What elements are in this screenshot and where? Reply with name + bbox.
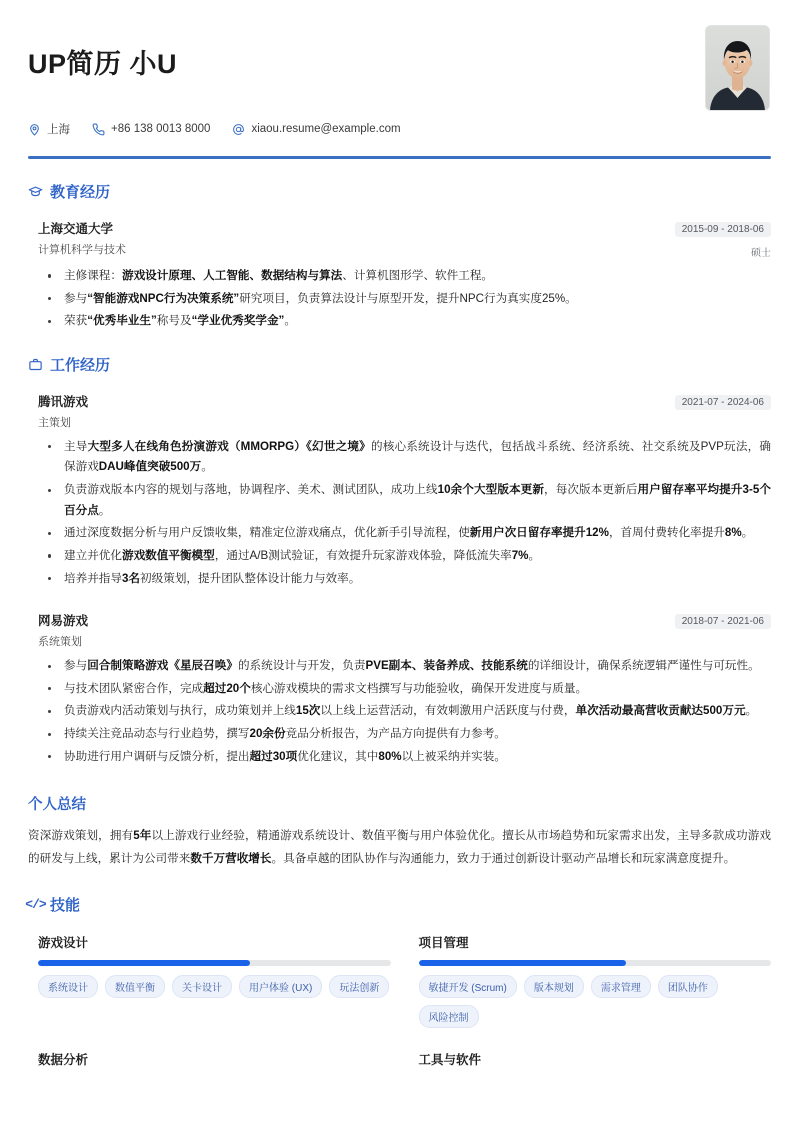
skill-item	[419, 1050, 772, 1068]
bullet-item: 参与回合制策略游戏《星辰召唤》的系统设计与开发，负责PVE副本、装备养成、技能系统的详细设计，确保系统逻辑严谨性与可玩性。	[38, 656, 771, 677]
bullet-item: 持续关注竞品动态与行业趋势，撰写20余份竞品分析报告，为产品方向提供有力参考。	[38, 724, 771, 745]
section-title-work-label: 工作经历	[50, 356, 111, 374]
skill-name: 项目管理	[418, 936, 469, 951]
bullet-item: 荣获“优秀毕业生”称号及“学业优秀奖学金”。	[38, 311, 771, 332]
section-title-education	[28, 181, 771, 202]
skill-tag: 关卡设计	[172, 975, 232, 998]
skill-tag: 版本规划	[524, 975, 584, 998]
entry-meta	[663, 219, 771, 259]
bullet-item: 建立并优化游戏数值平衡模型，通过A/B测试验证，有效提升玩家游戏体验，降低流失率7%。	[38, 546, 771, 567]
entry-head	[38, 611, 771, 649]
avatar	[706, 26, 769, 110]
location-pin-icon	[28, 123, 41, 136]
bullet-item: 主修课程：游戏设计原理、人工智能、数据结构与算法、计算机图形学、软件工程。	[38, 266, 771, 287]
contact-row	[28, 121, 706, 137]
education-bullets	[38, 266, 771, 332]
skill-tag: 敏捷开发 (Scrum)	[419, 975, 517, 998]
entry-org-block	[38, 392, 88, 430]
skill-tags	[38, 975, 391, 998]
section-skills	[25, 894, 771, 1068]
contact-email-text: xiaou.resume@example.com	[251, 123, 401, 136]
work-org: 网易游戏	[38, 614, 89, 629]
header-left	[28, 26, 706, 137]
skill-name: 数据分析	[38, 1053, 89, 1068]
work-role: 主策划	[38, 416, 71, 429]
skill-progress-fill	[38, 960, 250, 966]
contact-phone-text: +86 138 0013 8000	[111, 123, 211, 136]
bullet-item: 参与“智能游戏NPC行为决策系统”研究项目，负责算法设计与原型开发，提升NPC行为真实度25%。	[38, 289, 771, 310]
section-title-skills-label: 技能	[50, 897, 81, 915]
skill-tag: 需求管理	[591, 975, 651, 998]
section-title-skills	[25, 894, 771, 915]
entry-head	[38, 392, 771, 430]
work-entry	[28, 392, 771, 589]
contact-phone	[92, 123, 210, 136]
work-date-badge: 2018-07 - 2021-06	[675, 614, 771, 629]
work-role: 系统策划	[38, 636, 82, 649]
bullet-item: 通过深度数据分析与用户反馈收集，精准定位游戏痛点，优化新手引导流程，使新用户次日留存率提升12%，首周付费转化率提升8%。	[38, 523, 771, 544]
skill-tag: 玩法创新	[329, 975, 389, 998]
section-work	[28, 354, 771, 768]
section-education	[28, 181, 771, 332]
bullet-item: 负责游戏版本内容的规划与落地，协调程序、美术、测试团队，成功上线10余个大型版本更新，每次版本更新后用户留存率平均提升3-5个百分点。	[38, 480, 771, 521]
section-title-summary: 个人总结	[28, 797, 86, 814]
skill-tag: 数值平衡	[105, 975, 165, 998]
code-brackets-icon: </>	[25, 897, 46, 913]
bullet-item: 主导大型多人在线角色扮演游戏（MMORPG）《幻世之境》的核心系统设计与迭代，包括战斗系统、经济系统、社交系统及PVP玩法，确保游戏DAU峰值突破500万。	[38, 437, 771, 478]
work-entry	[28, 611, 771, 767]
phone-icon	[92, 123, 105, 136]
entry-org-block	[38, 611, 88, 649]
entry-org-block	[38, 219, 126, 257]
at-email-icon	[232, 123, 245, 136]
skill-item	[38, 933, 391, 1028]
education-date-badge: 2015-09 - 2018-06	[675, 222, 771, 237]
bullet-item: 协助进行用户调研与反馈分析，提出超过30项优化建议，其中80%以上被采纳并实装。	[38, 747, 771, 768]
portrait-photo	[706, 26, 769, 110]
skill-progress-fill	[419, 960, 627, 966]
education-entry	[28, 219, 771, 332]
skill-name: 工具与软件	[418, 1053, 482, 1068]
contact-location-text: 上海	[47, 124, 70, 137]
skill-tags	[419, 975, 772, 1028]
skill-progress-bar	[38, 960, 391, 966]
contact-location	[28, 121, 70, 137]
work-bullets	[38, 437, 771, 589]
skill-tag: 团队协作	[658, 975, 718, 998]
briefcase-icon	[28, 357, 43, 372]
section-title-work	[28, 354, 771, 375]
work-date-badge: 2021-07 - 2024-06	[675, 395, 771, 410]
work-org: 腾讯游戏	[38, 394, 89, 409]
skill-tag: 系统设计	[38, 975, 98, 998]
work-bullets	[38, 656, 771, 767]
entry-meta	[663, 611, 771, 629]
entry-meta	[663, 392, 771, 410]
skills-grid	[28, 933, 771, 1068]
skill-tag: 用户体验 (UX)	[239, 975, 322, 998]
bullet-item: 负责游戏内活动策划与执行，成功策划并上线15次以上线上运营活动，有效刺激用户活跃度与付费，单次活动最高营收贡献达500万元。	[38, 701, 771, 722]
bullet-item: 培养并指导3名初级策划，提升团队整体设计能力与效率。	[38, 569, 771, 590]
contact-email	[232, 123, 400, 136]
education-entries	[28, 219, 771, 332]
education-degree: 硕士	[751, 247, 771, 259]
skill-name: 游戏设计	[38, 936, 89, 951]
skill-item	[419, 933, 772, 1028]
header-divider	[28, 156, 771, 159]
skill-tag: 风险控制	[419, 1005, 479, 1028]
bullet-item: 与技术团队紧密合作，完成超过20个核心游戏模块的需求文档撰写与功能验收，确保开发进度与质量。	[38, 679, 771, 700]
resume-header	[28, 0, 771, 137]
skill-item	[38, 1050, 391, 1068]
section-summary	[28, 793, 771, 870]
page-title: UP简历 小U	[28, 49, 178, 79]
section-title-education-label: 教育经历	[50, 183, 111, 201]
education-major: 计算机科学与技术	[38, 243, 126, 256]
summary-body: 资深游戏策划，拥有5年以上游戏行业经验，精通游戏系统设计、数值平衡与用户体验优化。擅长从市场趋势和玩家需求出发，主导多款成功游戏的研发与上线，累计为公司带来数千万营收增长。具备卓越的团队协作与沟通能力，致力于通过创新设计驱动产品增长和玩家满意度提升。	[28, 829, 771, 865]
graduation-cap-icon	[28, 184, 43, 199]
skill-progress-bar	[419, 960, 772, 966]
education-org: 上海交通大学	[38, 221, 114, 236]
entry-head	[38, 219, 771, 259]
